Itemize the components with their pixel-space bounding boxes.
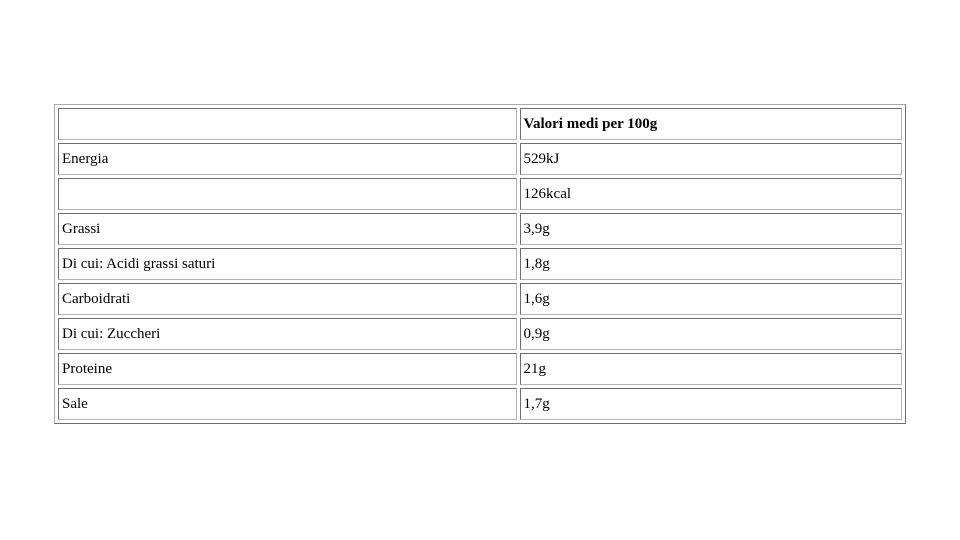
nutrient-value: 1,8g bbox=[520, 248, 902, 280]
nutrient-label: Grassi bbox=[58, 213, 517, 245]
nutrient-label bbox=[58, 178, 517, 210]
header-label-cell bbox=[58, 108, 517, 140]
nutrient-label: Energia bbox=[58, 143, 517, 175]
table-row bbox=[58, 283, 902, 315]
table-row bbox=[58, 388, 902, 420]
nutrient-value: 1,7g bbox=[520, 388, 902, 420]
table-row bbox=[58, 318, 902, 350]
nutrition-table bbox=[54, 104, 906, 424]
table-row bbox=[58, 213, 902, 245]
nutrient-value: 21g bbox=[520, 353, 902, 385]
nutrient-label: Sale bbox=[58, 388, 517, 420]
table-header-row bbox=[58, 108, 902, 140]
nutrient-value: 529kJ bbox=[520, 143, 902, 175]
nutrient-value: 0,9g bbox=[520, 318, 902, 350]
nutrient-label: Carboidrati bbox=[58, 283, 517, 315]
nutrient-value: 1,6g bbox=[520, 283, 902, 315]
nutrient-label: Di cui: Zuccheri bbox=[58, 318, 517, 350]
table-row bbox=[58, 143, 902, 175]
table-row bbox=[58, 248, 902, 280]
nutrient-label: Proteine bbox=[58, 353, 517, 385]
nutrient-value: 126kcal bbox=[520, 178, 902, 210]
nutrient-value: 3,9g bbox=[520, 213, 902, 245]
nutrient-label: Di cui: Acidi grassi saturi bbox=[58, 248, 517, 280]
table-row bbox=[58, 353, 902, 385]
header-value-cell: Valori medi per 100g bbox=[520, 108, 902, 140]
table-row bbox=[58, 178, 902, 210]
